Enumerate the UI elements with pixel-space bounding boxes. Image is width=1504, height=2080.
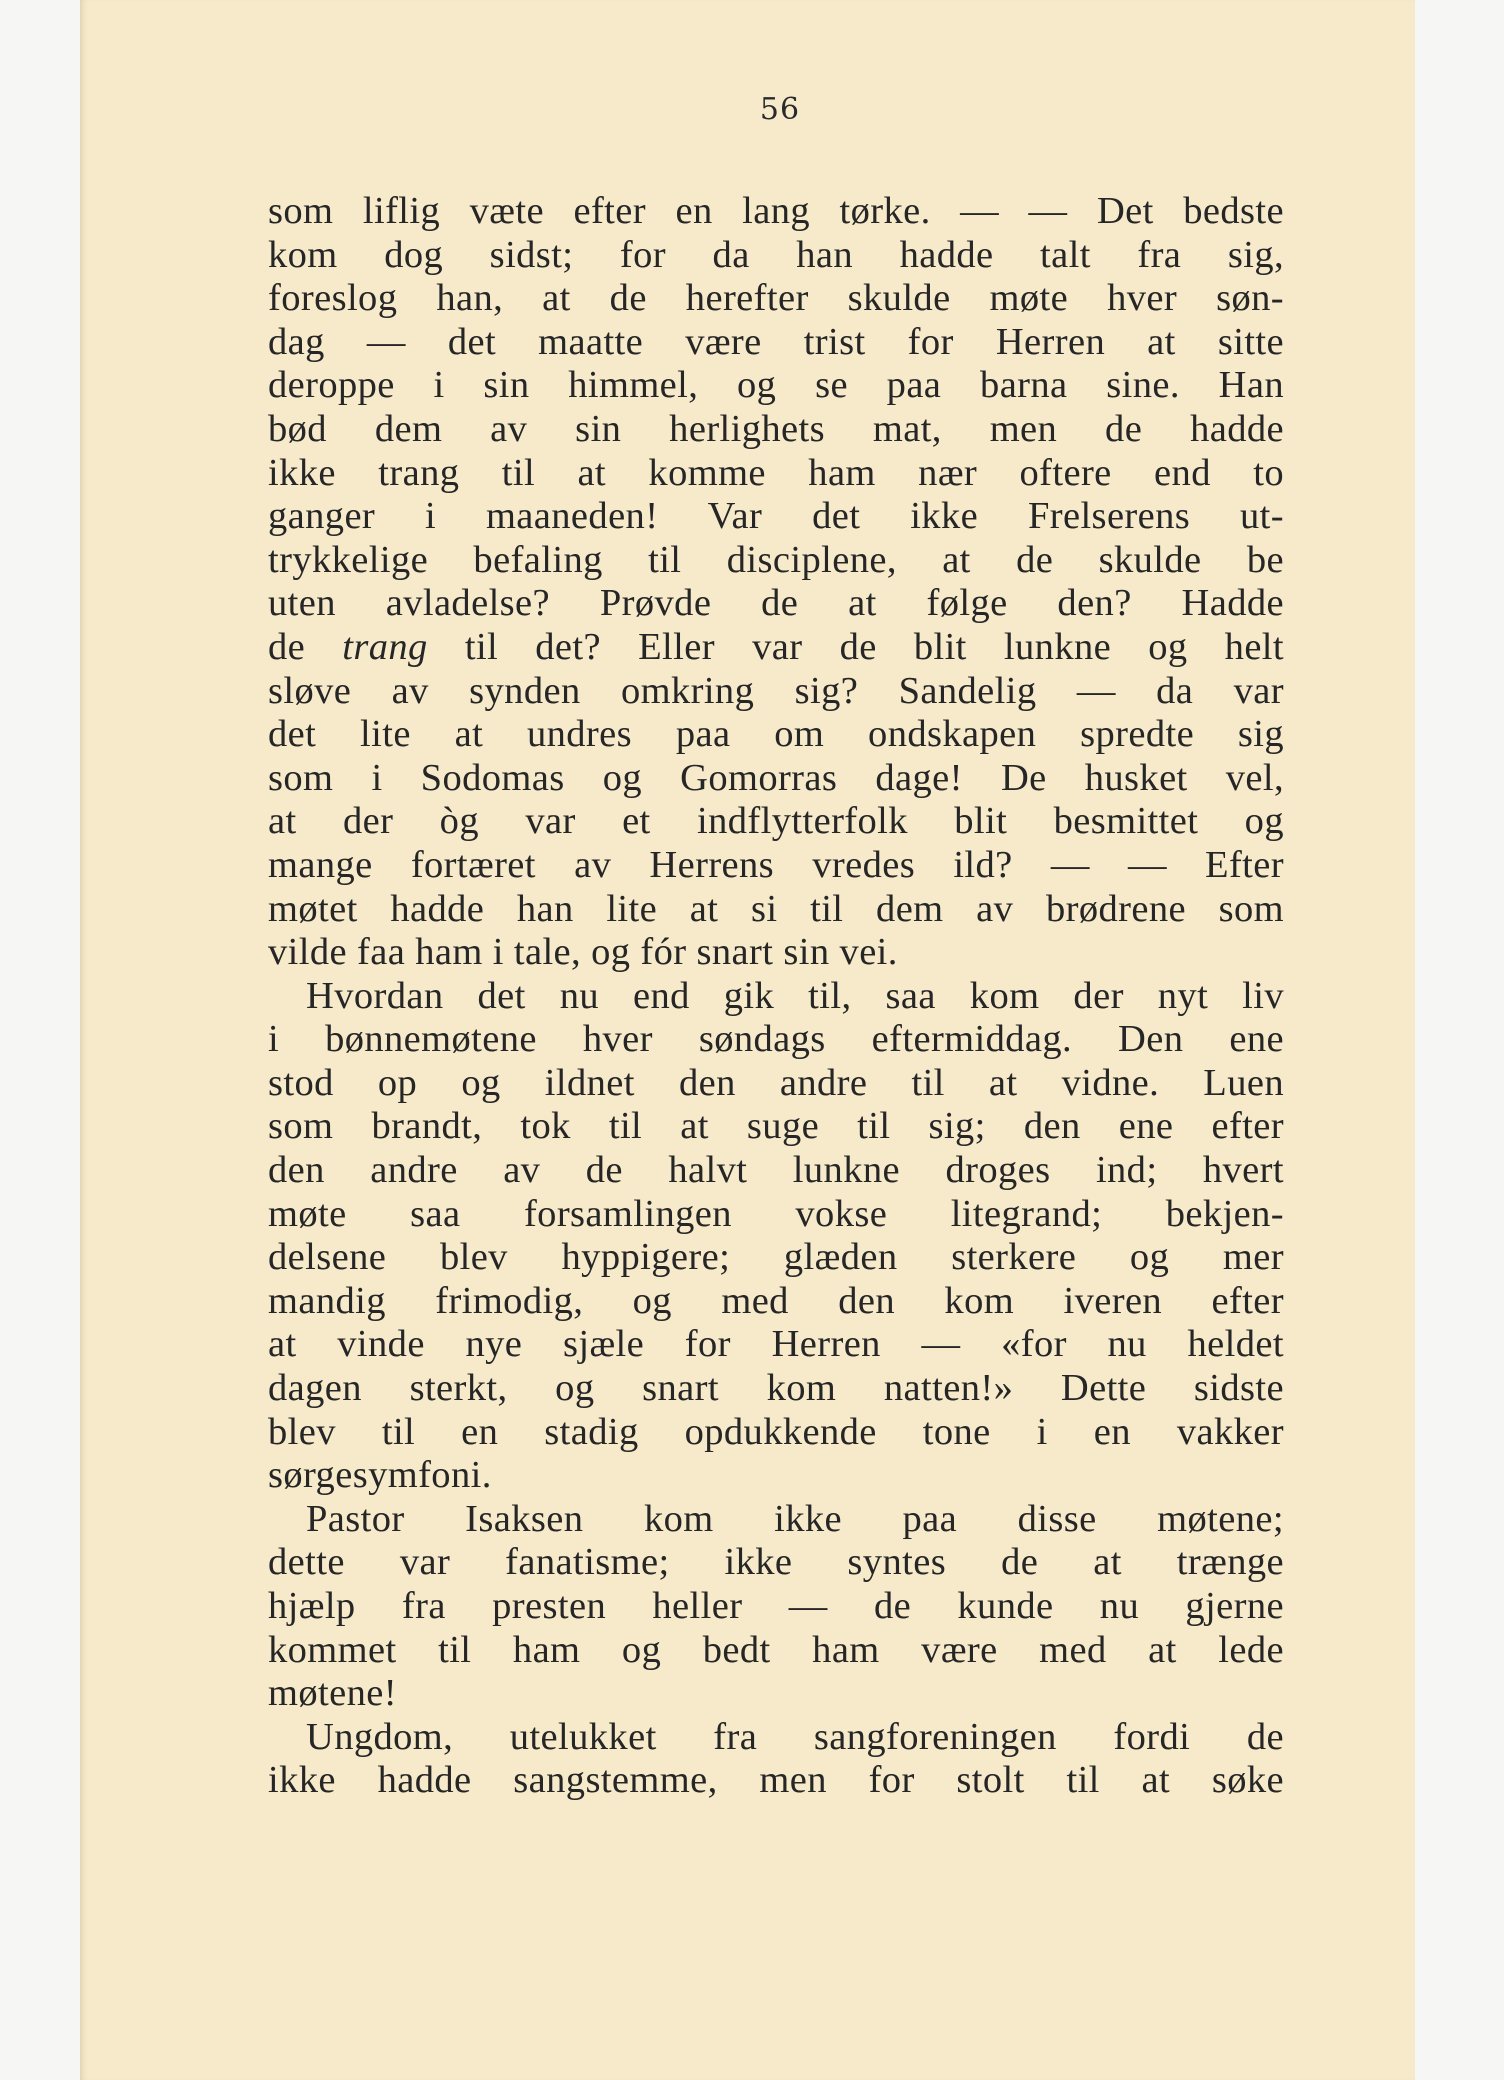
- text-line: møtene!: [268, 1672, 397, 1715]
- text-line: Ungdom, utelukket fra sangforeningen fordi de: [306, 1715, 1284, 1758]
- text-fragment: de: [268, 625, 343, 668]
- text-line: Pastor Isaksen kom ikke paa disse møtene;: [306, 1497, 1284, 1540]
- text-line: ganger i maaneden! Var det ikke Frelserens ut-: [268, 495, 1284, 538]
- text-line: sløve av synden omkring sig? Sandelig — da var: [268, 669, 1284, 712]
- text-line: den andre av de halvt lunkne droges ind; hvert: [268, 1149, 1284, 1192]
- text-line: i bønnemøtene hver søndags eftermiddag. Den ene: [268, 1018, 1284, 1061]
- text-fragment: til det? Eller var de blit lunkne og helt: [427, 625, 1284, 668]
- text-line: som i Sodomas og Gomorras dage! De husket vel,: [268, 756, 1284, 799]
- text-line: sørgesymfoni.: [268, 1454, 492, 1497]
- text-line: delsene blev hyppigere; glæden sterkere og mer: [268, 1236, 1284, 1279]
- text-line: stod op og ildnet den andre til at vidne. Luen: [268, 1061, 1284, 1104]
- text-line: ikke trang til at komme ham nær oftere end to: [268, 451, 1284, 494]
- text-line: møte saa forsamlingen vokse litegrand; bekjen-: [268, 1192, 1284, 1235]
- body-text: [268, 190, 1284, 1803]
- text-line: mange fortæret av Herrens vredes ild? — — Efter: [268, 843, 1284, 886]
- text-line-with-italic: [268, 626, 1284, 670]
- text-line: bød dem av sin herlighets mat, men de hadde: [268, 407, 1284, 450]
- text-line: som liflig væte efter en lang tørke. — — Det bedste: [268, 190, 1284, 232]
- text-line: at vinde nye sjæle for Herren — «for nu heldet: [268, 1323, 1284, 1366]
- text-line: det lite at undres paa om ondskapen spredte sig: [268, 713, 1284, 756]
- page-number: 56: [759, 92, 801, 127]
- text-line: mandig frimodig, og med den kom iveren efter: [268, 1279, 1284, 1322]
- text-line: kom dog sidst; for da han hadde talt fra sig,: [268, 233, 1284, 276]
- text-line: dagen sterkt, og snart kom natten!» Dette sidste: [268, 1367, 1284, 1410]
- text-line: Hvordan det nu end gik til, saa kom der nyt liv: [306, 974, 1284, 1017]
- text-line: vilde faa ham i tale, og fór snart sin vei.: [268, 931, 898, 974]
- text-line: blev til en stadig opdukkende tone i en vakker: [268, 1410, 1284, 1453]
- text-line: dette var fanatisme; ikke syntes de at trænge: [268, 1541, 1284, 1584]
- text-line: hjælp fra presten heller — de kunde nu gjerne: [268, 1585, 1284, 1627]
- text-line: dag — det maatte være trist for Herren at sitte: [268, 320, 1284, 363]
- text-line: uten avladelse? Prøvde de at følge den? Hadde: [268, 582, 1284, 625]
- text-line: ikke hadde sangstemme, men for stolt til at søke: [268, 1759, 1284, 1802]
- text-line: møtet hadde han lite at si til dem av brødrene som: [268, 887, 1284, 930]
- text-line: foreslog han, at de herefter skulde møte hver søn-: [268, 277, 1284, 320]
- text-line: deroppe i sin himmel, og se paa barna sine. Han: [268, 364, 1284, 407]
- text-line: trykkelige befaling til disciplene, at de skulde be: [268, 538, 1284, 581]
- text-line: som brandt, tok til at suge til sig; den ene efter: [268, 1105, 1284, 1148]
- italic-word: trang: [342, 625, 428, 668]
- text-line: at der òg var et indflytterfolk blit besmittet og: [268, 800, 1284, 843]
- text-line: kommet til ham og bedt ham være med at lede: [268, 1628, 1284, 1671]
